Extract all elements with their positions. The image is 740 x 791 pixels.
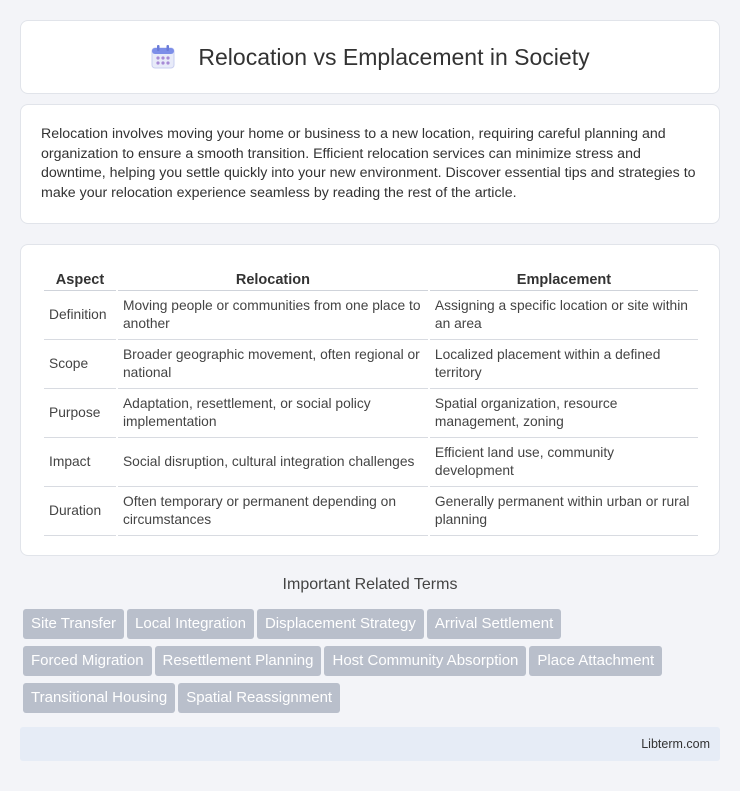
- row-relocation: Moving people or communities from one place to another: [118, 291, 428, 340]
- calendar-icon: [150, 44, 176, 70]
- related-term-tag[interactable]: Displacement Strategy: [257, 609, 424, 639]
- header-emplacement: Emplacement: [430, 265, 698, 291]
- related-term-tag[interactable]: Spatial Reassignment: [178, 683, 340, 713]
- row-relocation: Adaptation, resettlement, or social policy implementation: [118, 389, 428, 438]
- related-term-tag[interactable]: Place Attachment: [529, 646, 662, 676]
- table-row: [44, 389, 698, 438]
- title-card: [20, 20, 720, 94]
- table-header-row: [44, 265, 698, 291]
- comparison-card: [20, 244, 720, 556]
- table-row: [44, 291, 698, 340]
- row-aspect: Impact: [44, 438, 116, 487]
- related-term-tag[interactable]: Resettlement Planning: [155, 646, 322, 676]
- related-term-tag[interactable]: Site Transfer: [23, 609, 124, 639]
- header-relocation: Relocation: [118, 265, 428, 291]
- page-title: Relocation vs Emplacement in Society: [198, 43, 590, 70]
- comparison-table: [42, 265, 700, 536]
- footer: [20, 727, 720, 761]
- related-term-tag[interactable]: Arrival Settlement: [427, 609, 561, 639]
- row-emplacement: Localized placement within a defined territory: [430, 340, 698, 389]
- row-emplacement: Spatial organization, resource management, zoning: [430, 389, 698, 438]
- related-terms-title: Important Related Terms: [282, 576, 458, 593]
- row-relocation: Broader geographic movement, often regional or national: [118, 340, 428, 389]
- row-emplacement: Generally permanent within urban or rural planning: [430, 487, 698, 536]
- intro-text: Relocation involves moving your home or business to a new location, requiring careful planning and organization to ensure a smooth transition. Efficient relocation services can minimize stress and downtime, helping you settle quickly into your new environment. Discover essential tips and strategies to make your relocation experience seamless by reading the rest of the article.: [41, 126, 696, 201]
- table-row: [44, 340, 698, 389]
- table-row: [44, 487, 698, 536]
- related-term-tag[interactable]: Transitional Housing: [23, 683, 175, 713]
- footer-site-link[interactable]: Libterm.com: [641, 737, 710, 751]
- row-relocation: Often temporary or permanent depending on circumstances: [118, 487, 428, 536]
- row-emplacement: Efficient land use, community development: [430, 438, 698, 487]
- row-aspect: Purpose: [44, 389, 116, 438]
- row-aspect: Scope: [44, 340, 116, 389]
- related-term-tag[interactable]: Forced Migration: [23, 646, 152, 676]
- related-terms-list: [23, 609, 723, 720]
- table-row: [44, 438, 698, 487]
- row-emplacement: Assigning a specific location or site within an area: [430, 291, 698, 340]
- header-aspect: Aspect: [44, 265, 116, 291]
- row-relocation: Social disruption, cultural integration challenges: [118, 438, 428, 487]
- intro-card: [20, 104, 720, 224]
- row-aspect: Duration: [44, 487, 116, 536]
- related-term-tag[interactable]: Local Integration: [127, 609, 254, 639]
- row-aspect: Definition: [44, 291, 116, 340]
- related-term-tag[interactable]: Host Community Absorption: [324, 646, 526, 676]
